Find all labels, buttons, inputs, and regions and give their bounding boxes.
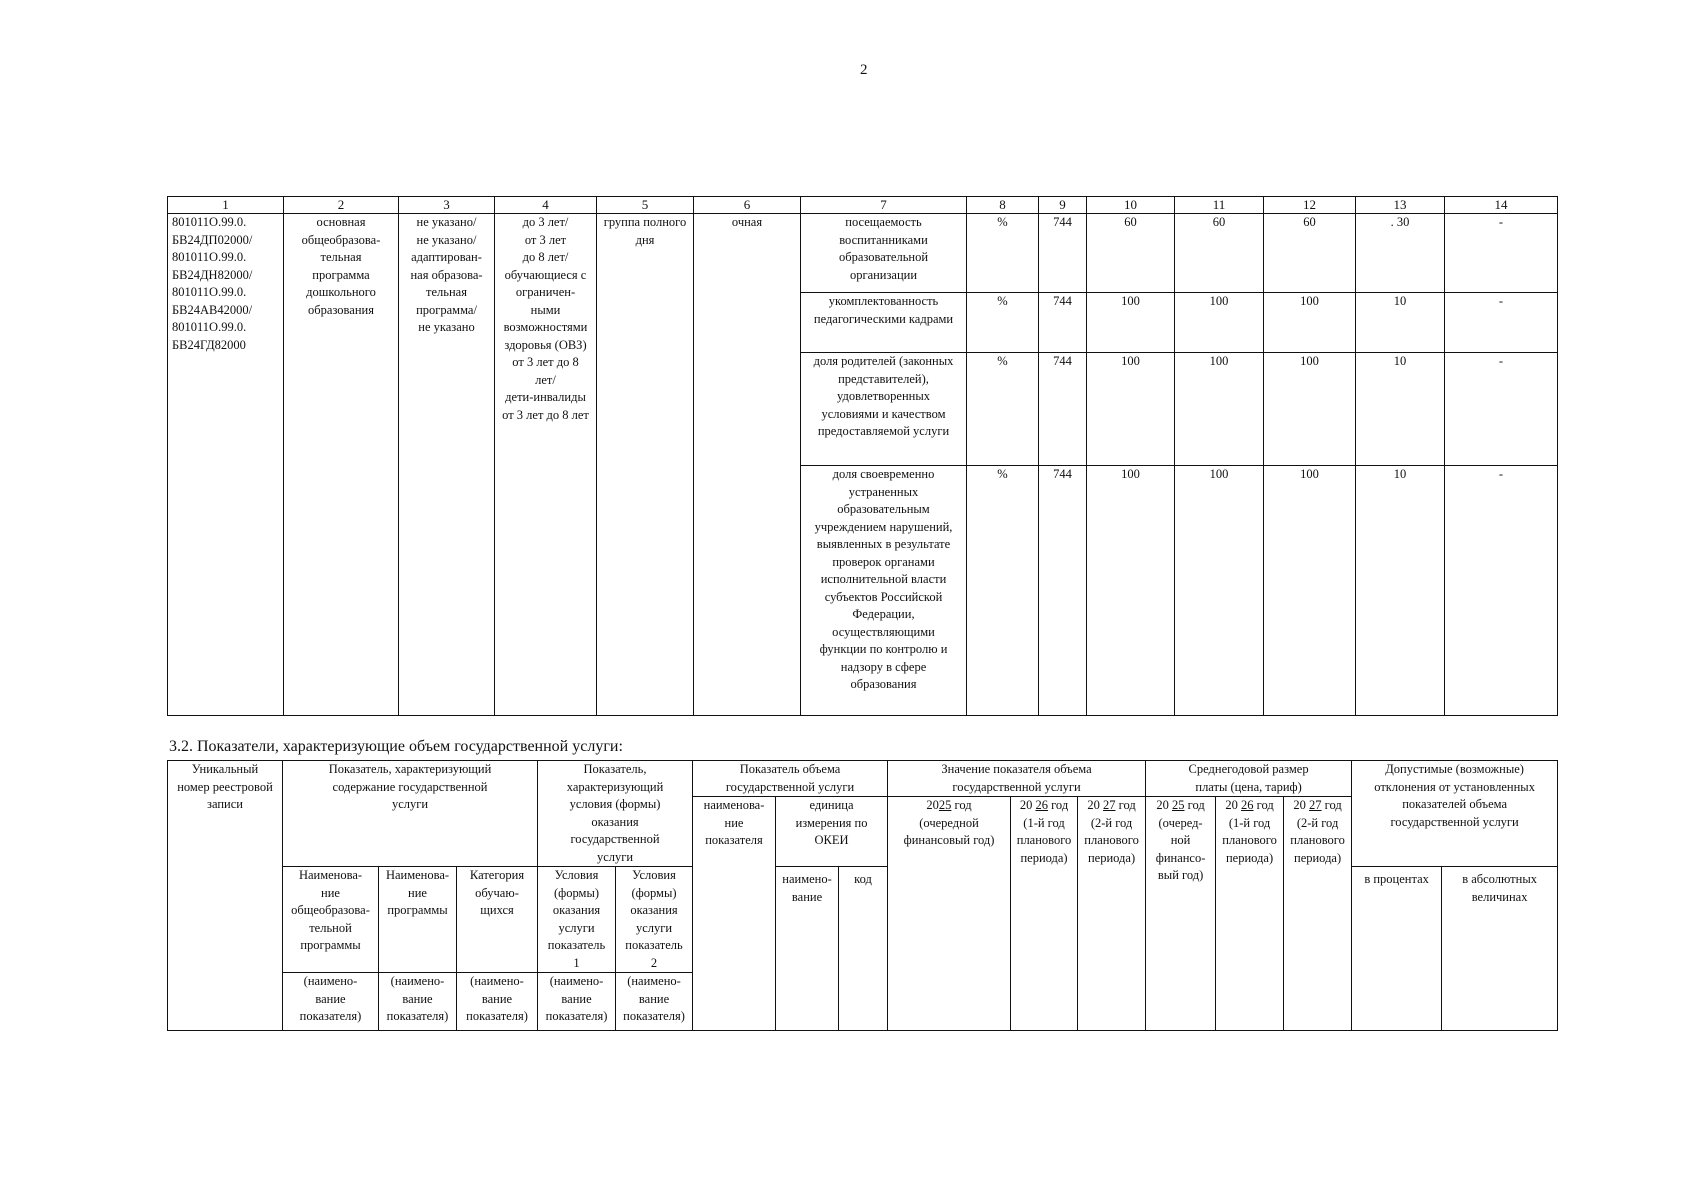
indicator-name-header: наименова- ние показателя: [693, 797, 776, 1031]
deviation-absolute-cell: -: [1445, 214, 1558, 293]
column-number: 1: [168, 197, 284, 214]
section-title: 3.2. Показатели, характеризующие объем государственной услуги:: [169, 738, 623, 755]
deviation-absolute-cell: -: [1445, 466, 1558, 716]
deviation-absolute-subheader: в абсолютных величинах: [1442, 867, 1558, 1031]
year-2026-header: 20 26 год (1-й год планового периода): [1011, 797, 1078, 1031]
column-number: 4: [495, 197, 597, 214]
indicator-placeholder: (наимено- вание показателя): [538, 973, 616, 1031]
okei-cell: 744: [1039, 214, 1087, 293]
student-category-cell: до 3 лет/ от 3 лет до 8 лет/ обучающиеся с ограничен- ными возможностями здоровья (ОВЗ) от 3 лет до 8 лет/ дети-инвалиды от 3 лет до 8 лет: [495, 214, 597, 716]
fee-2025-header: 20 25 год (очеред- ной финансо- вый год): [1146, 797, 1216, 1031]
unit-code-subheader: код: [839, 867, 888, 1031]
deviation-percent-cell: 10: [1356, 466, 1445, 716]
content-indicator-header: Показатель, характеризующий содержание государственной услуги: [283, 761, 538, 867]
value-cell: 100: [1264, 293, 1356, 353]
unit-cell: %: [967, 353, 1039, 466]
indicator-name-cell: доля родителей (законных представителей), удовлетворенных условиями и качеством предоставляемой услуги: [801, 353, 967, 466]
unit-okei-header: единица измерения по ОКЕИ: [776, 797, 888, 867]
year-2025-header: 2025 год (очередной финансовый год): [888, 797, 1011, 1031]
average-fee-header: Среднегодовой размер платы (цена, тариф): [1146, 761, 1352, 797]
deviation-percent-cell: 10: [1356, 353, 1445, 466]
column-number: 3: [399, 197, 495, 214]
indicator-placeholder: (наимено- вание показателя): [379, 973, 457, 1031]
unit-name-subheader: наимено- вание: [776, 867, 839, 1031]
deviation-percent-cell: 10: [1356, 293, 1445, 353]
indicator-name-cell: доля своевременно устраненных образовательным учреждением нарушений, выявленных в результате проверок органами исполнительной власти субъектов Российской Федерации, осуществляющими функции по контролю и надзору в сфере образования: [801, 466, 967, 716]
service-condition-cell: группа полного дня: [597, 214, 694, 716]
column-number: 6: [694, 197, 801, 214]
indicator-name-cell: укомплектованность педагогическими кадрами: [801, 293, 967, 353]
education-form-cell: очная: [694, 214, 801, 716]
program-cell: основная общеобразова- тельная программа дошкольного образования: [284, 214, 399, 716]
value-cell: 60: [1087, 214, 1175, 293]
okei-cell: 744: [1039, 293, 1087, 353]
deviation-absolute-cell: -: [1445, 293, 1558, 353]
value-cell: 100: [1175, 353, 1264, 466]
unit-cell: %: [967, 293, 1039, 353]
table-row: [168, 214, 1558, 293]
okei-cell: 744: [1039, 466, 1087, 716]
header-row: [168, 761, 1558, 797]
category-subheader: Категория обучаю- щихся: [457, 867, 538, 973]
value-cell: 100: [1175, 293, 1264, 353]
column-number: 2: [284, 197, 399, 214]
program-subheader: Наименова- ние программы: [379, 867, 457, 973]
volume-indicator-header: Показатель объема государственной услуги: [693, 761, 888, 797]
column-number-row: [168, 197, 1558, 214]
column-number: 7: [801, 197, 967, 214]
value-cell: 100: [1264, 466, 1356, 716]
deviation-percent-cell: . 30: [1356, 214, 1445, 293]
conditions-indicator-header: Показатель, характеризующий условия (формы) оказания государственной услуги: [538, 761, 693, 867]
deviation-absolute-cell: -: [1445, 353, 1558, 466]
indicator-name-cell: посещаемость воспитанниками образовательной организации: [801, 214, 967, 293]
column-number: 9: [1039, 197, 1087, 214]
column-number: 8: [967, 197, 1039, 214]
program-type-cell: не указано/ не указано/ адаптирован- ная образова- тельная программа/ не указано: [399, 214, 495, 716]
column-number: 13: [1356, 197, 1445, 214]
condition-1-subheader: Условия (формы) оказания услуги показатель 1: [538, 867, 616, 973]
value-cell: 100: [1087, 353, 1175, 466]
condition-2-subheader: Условия (формы) оказания услуги показатель 2: [616, 867, 693, 973]
year-2027-header: 20 27 год (2-й год планового периода): [1078, 797, 1146, 1031]
unique-number-header: Уникальный номер реестровой записи: [168, 761, 283, 1031]
registry-code-cell: 801011О.99.0. БВ24ДП02000/ 801011О.99.0. БВ24ДН82000/ 801011О.99.0. БВ24АВ42000/ 801011О.99.0. БВ24ГД82000: [168, 214, 284, 716]
quality-indicators-table: [167, 196, 1558, 716]
value-cell: 60: [1175, 214, 1264, 293]
deviation-percent-subheader: в процентах: [1352, 867, 1442, 1031]
column-number: 10: [1087, 197, 1175, 214]
value-cell: 100: [1264, 353, 1356, 466]
indicator-placeholder: (наимено- вание показателя): [457, 973, 538, 1031]
column-number: 5: [597, 197, 694, 214]
column-number: 12: [1264, 197, 1356, 214]
indicator-placeholder: (наимено- вание показателя): [616, 973, 693, 1031]
value-cell: 100: [1087, 293, 1175, 353]
value-cell: 60: [1264, 214, 1356, 293]
page-number: 2: [860, 62, 868, 78]
value-cell: 100: [1175, 466, 1264, 716]
unit-cell: %: [967, 466, 1039, 716]
indicator-placeholder: (наимено- вание показателя): [283, 973, 379, 1031]
deviations-header: Допустимые (возможные) отклонения от установленных показателей объема государственной услуги: [1352, 761, 1558, 867]
okei-cell: 744: [1039, 353, 1087, 466]
fee-2027-header: 20 27 год (2-й год планового периода): [1284, 797, 1352, 1031]
column-number: 14: [1445, 197, 1558, 214]
volume-indicators-table: [167, 760, 1558, 1031]
fee-2026-header: 20 26 год (1-й год планового периода): [1216, 797, 1284, 1031]
value-cell: 100: [1087, 466, 1175, 716]
unit-cell: %: [967, 214, 1039, 293]
program-name-subheader: Наименова- ние общеобразова- тельной программы: [283, 867, 379, 973]
value-indicator-header: Значение показателя объема государственной услуги: [888, 761, 1146, 797]
column-number: 11: [1175, 197, 1264, 214]
